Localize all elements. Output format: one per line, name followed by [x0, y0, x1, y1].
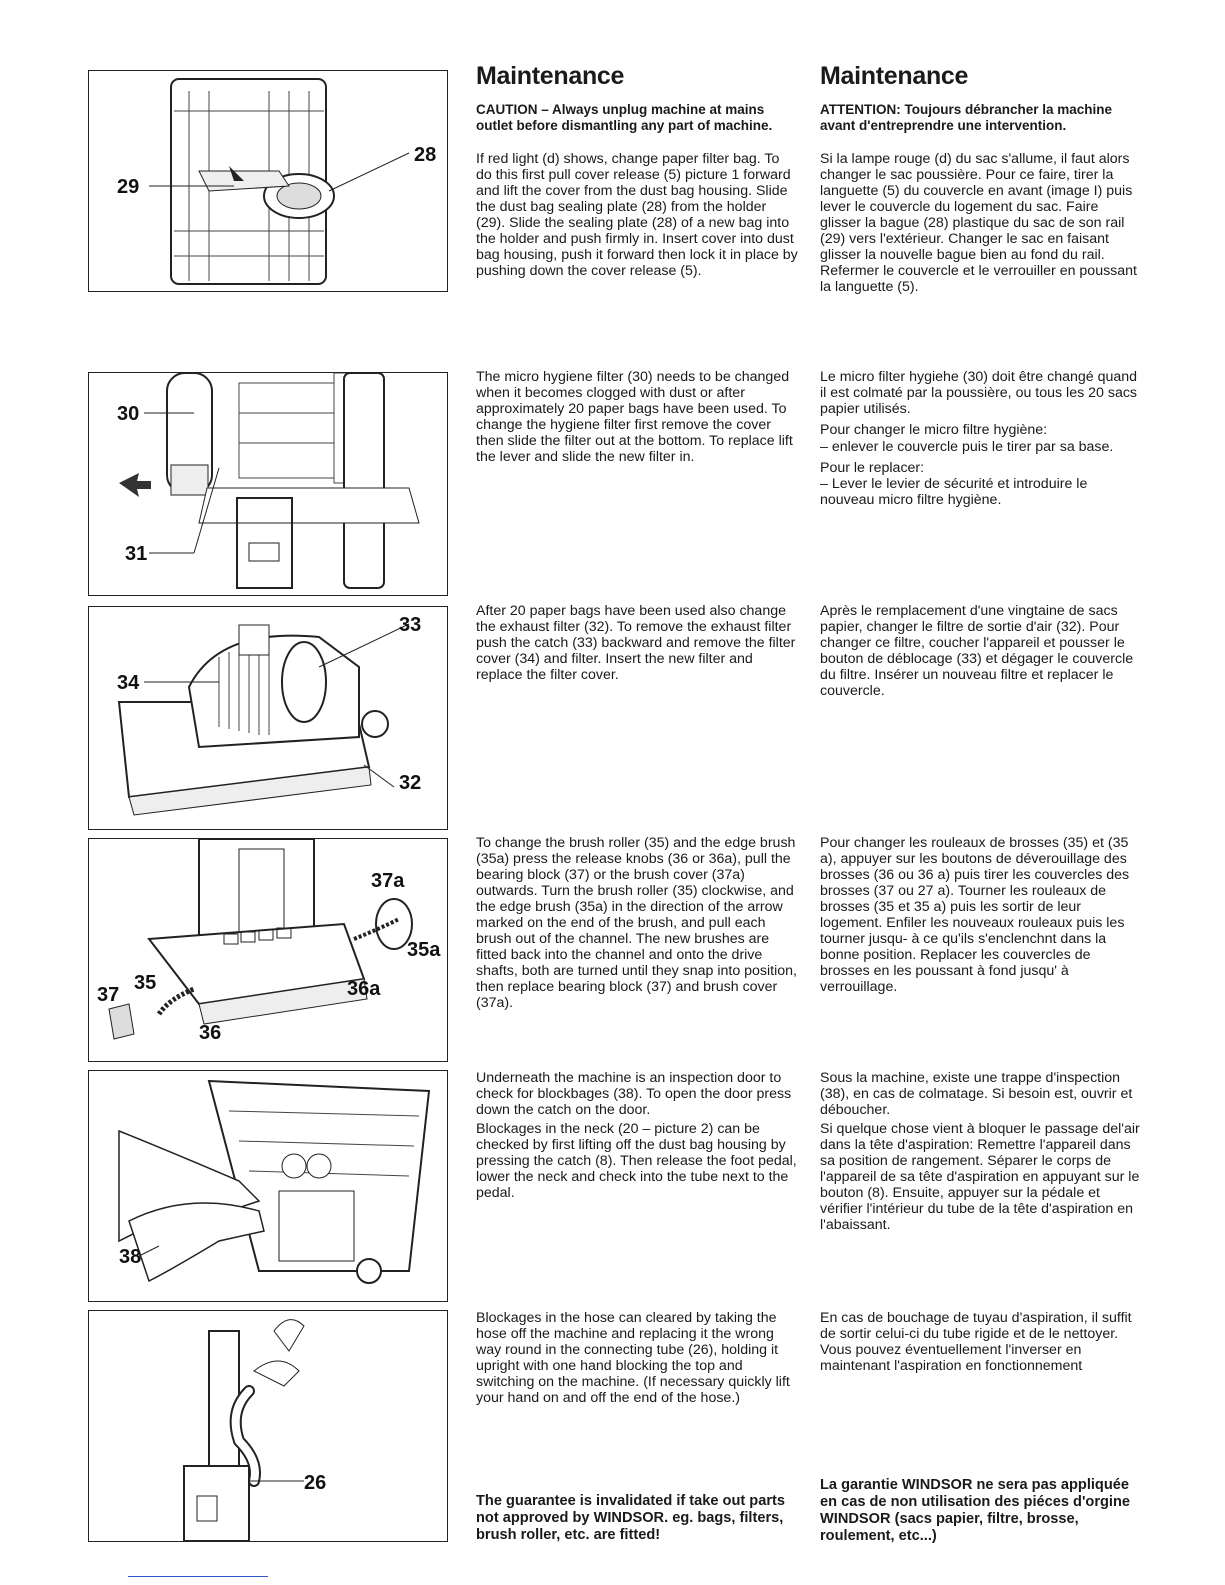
section-hygiene-lever-fr: – Lever le levier de sécurité et introduire le nouveau micro filtre hygiène.: [820, 476, 1088, 508]
callout-29: 29: [117, 176, 140, 198]
figure-hygiene-filter: [88, 372, 448, 596]
section-exhaust-filter-en: After 20 paper bags have been used also change the exhaust filter (32). To remove the exhaust filter push the catch (33) backward and remove the filter cover (34) and filter. Insert the new filter and replace the filter cover.: [476, 603, 796, 683]
caution-en: CAUTION – Always unplug machine at mains outlet before dismantling any part of machine.: [476, 102, 773, 133]
section-dust-bag-fr: Si la lampe rouge (d) du sac s'allume, il faut alors changer le sac poussière. Pour ce faire, tirer la languette (5) du couvercle en avant (image I) puis lever le couvercle du logement du sac. Faire glisser la bague (28) plastique du sac de son rail (29) vers l'extérieur. Changer le sac en faisant glisser la nouvelle bague bien au fond du rail. Refermer le couvercle et le verrouiller en poussant la languette (5).: [820, 151, 1138, 295]
page-title-en: Maintenance: [476, 62, 625, 90]
guarantee-en: The guarantee is invalidated if take out parts not approved by WINDSOR. eg. bags, filters, brush roller, etc. are fitted!: [476, 1493, 785, 1543]
callout-31: 31: [125, 543, 148, 565]
figure-brush-roller: [88, 838, 448, 1062]
section-hygiene-remove-fr: – enlever le couvercle puis le tirer par sa base.: [820, 439, 1114, 455]
section-neck-fr: Si quelque chose vient à bloquer le passage del'air dans la tête d'aspiration: Remettre l'appareil dans sa position de rangement. Séparer le corps de l'appareil de sa tête d'aspiration en appuyant sur le bouton (8). Ensuite, appuyer sur la pédale et vérifier l'intérieur du tube de la tête d'aspiration en l'abaissant.: [820, 1121, 1140, 1233]
section-hose-en: Blockages in the hose can cleared by taking the hose off the machine and replacing it the wrong way round in the connecting tube (26), holding it upright with one hand blocking the top and switching on the machine. (If necessary quickly lift your hand on and off the end of the hose.): [476, 1310, 790, 1406]
callout-36a: 36a: [347, 978, 381, 1000]
figure-dust-bag: [88, 70, 448, 292]
callout-32: 32: [399, 772, 422, 794]
section-hose-fr: En cas de bouchage de tuyau d'aspiration, il suffit de sortir celui-ci du tube rigide et de le nettoyer. Vous pouvez éventuellement l'inverser en maintenant l'aspiration en fonctionnement: [820, 1310, 1132, 1374]
callout-38: 38: [119, 1246, 142, 1268]
section-exhaust-filter-fr: Après le remplacement d'une vingtaine de sacs papier, changer le filtre de sortie d'air (32). Pour changer ce filtre, coucher l'appareil et pousser le bouton de déblocage (33) et dégager le couvercle du filtre. Insérer un nouveau filtre et replacer le couvercle.: [820, 603, 1134, 699]
page-title-fr: Maintenance: [820, 62, 969, 90]
footer-link-line: [128, 1576, 268, 1577]
section-brush-roller-fr: Pour changer les rouleaux de brosses (35) et (35 a), appuyer sur les boutons de déverouillage des brosses (36 ou 36 a) puis tirer les couvercles des brosses (37 ou 27 a). Tourner les rouleaux de brosses (35 et 35 a) puis les sortir de leur logement. Enfiler les nouveaux rouleaux puis les tourner jusqu- à ce qu'ils s'enclenchnt dans la bonne position. Replacer les couvercles de brosses en les poussant à fond jusqu' à verrouillage.: [820, 835, 1130, 995]
callout-26: 26: [304, 1472, 327, 1494]
callout-30: 30: [117, 403, 140, 425]
section-inspection-fr: Sous la machine, existe une trappe d'inspection (38), en cas de colmatage. Si besoin est, ouvrir et déboucher.: [820, 1070, 1133, 1118]
guarantee-fr: La garantie WINDSOR ne sera pas appliquée en cas de non utilisation des piéces d'orgine WINDSOR (sacs papier, filtre, brosse, roulement, etc...): [820, 1477, 1131, 1544]
callout-33: 33: [399, 614, 422, 636]
section-inspection-en: Underneath the machine is an inspection door to check for blockbages (38). To open the door press down the catch on the door.: [476, 1070, 792, 1118]
figure-exhaust-filter: [88, 606, 448, 830]
section-dust-bag-en: If red light (d) shows, change paper filter bag. To do this first pull cover release (5) picture 1 forward and lift the cover from the dust bag housing. Slide the dust bag sealing plate (28) from the holder (29). Slide the sealing plate (28) of a new bag into the holder and push firmly in. Insert cover into dust bag housing, push it forward then lock it in place by pushing down the cover release (5).: [476, 151, 798, 279]
figure-hose: [88, 1310, 448, 1542]
callout-37a: 37a: [371, 870, 405, 892]
section-brush-roller-en: To change the brush roller (35) and the edge brush (35a) press the release knobs (36 or 36a), pull the bearing block (37) or the brush cover (37a) outwards. Turn the brush roller (35) clockwise, and the edge brush (35a) in the direction of the arrow marked on the end of the brush, and pull each brush out of the channel. The new brushes are fitted back into the channel and onto the drive shafts, both are turned until they snap into position, then replace bearing block (37) and brush cover (37a).: [476, 835, 797, 1011]
callout-34: 34: [117, 672, 140, 694]
callout-36: 36: [199, 1022, 222, 1044]
caution-fr: ATTENTION: Toujours débrancher la machine avant d'entreprendre une intervention.: [820, 102, 1113, 133]
callout-35a: 35a: [407, 939, 441, 961]
callout-28: 28: [414, 144, 437, 166]
section-neck-en: Blockages in the neck (20 – picture 2) can be checked by first lifting off the dust bag housing by pressing the catch (8). Then release the foot pedal, lower the neck and check into the tube next to the pedal.: [476, 1121, 797, 1201]
section-hygiene-filter-fr: Le micro filter hygiehe (30) doit être changé quand il est colmaté par la poussière, ou tous les 20 sacs papier utilisés.: [820, 369, 1138, 417]
callout-37: 37: [97, 984, 120, 1006]
section-hygiene-change-fr: Pour changer le micro filtre hygiène:: [820, 422, 1048, 438]
callout-35: 35: [134, 972, 157, 994]
section-hygiene-filter-en: The micro hygiene filter (30) needs to be changed when it becomes clogged with dust or after approximately 20 paper bags have been used. To change the hygiene filter first remove the cover then slide the filter out at the bottom. To replace lift the lever and slide the new filter in.: [476, 369, 793, 465]
section-hygiene-replace-fr: Pour le replacer:: [820, 460, 925, 476]
figure-inspection-door: [88, 1070, 448, 1302]
